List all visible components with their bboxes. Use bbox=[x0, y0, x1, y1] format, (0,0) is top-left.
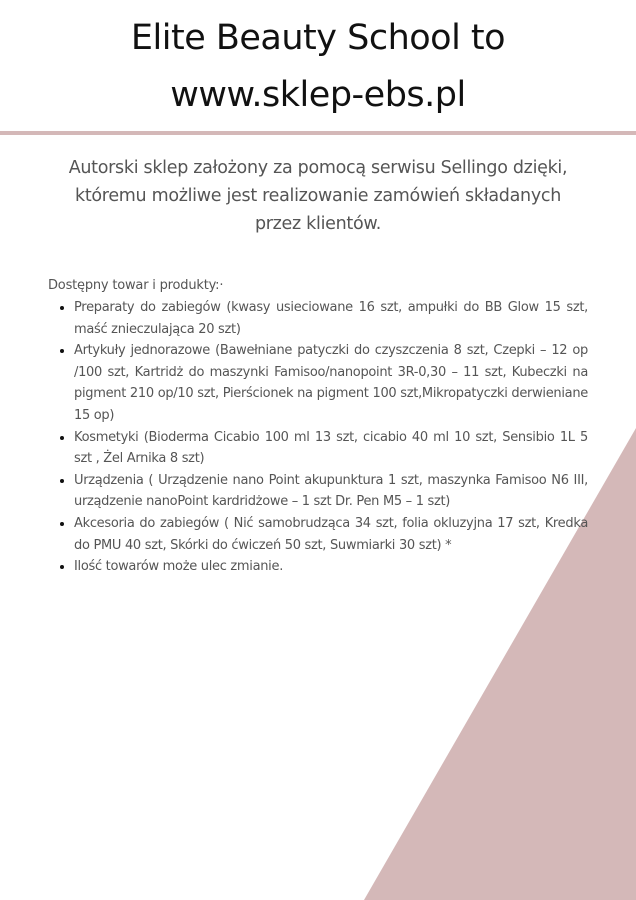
list-item: • Urządzenia ( Urządzenie nano Point akupunktura 1 szt, maszynka Famisoo N6 III, urządzenie nanoPoint kardridżowe – 1 szt Dr. Pen M5 – 1 szt) bbox=[74, 470, 588, 513]
list-item: • Ilość towarów może ulec zmianie. bbox=[74, 556, 588, 578]
title-line-1: Elite Beauty School to bbox=[130, 18, 506, 58]
products-list-heading: Dostępny towar i produkty:· bbox=[48, 278, 224, 293]
intro-paragraph: Autorski sklep założony za pomocą serwisu Sellingo dzięki, któremu możliwe jest realizowanie zamówień składanych przez klientów. bbox=[68, 158, 568, 234]
list-item: • Artykuły jednorazowe (Bawełniane patyczki do czyszczenia 8 szt, Czepki – 12 op /100 szt, Kartridż do maszynki Famisoo/nanopoint 3R-0,30 – 11 szt, Kubeczki na pigment 210 op/10 szt, Pierścionek na pigment 100 szt,Mikropatyczki derwieniane 15 op) bbox=[74, 340, 588, 426]
list-item: • Preparaty do zabiegów (kwasy usieciowane 16 szt, ampułki do BB Glow 15 szt, maść znieczulająca 20 szt) bbox=[74, 297, 588, 340]
list-item: • Kosmetyki (Bioderma Cicabio 100 ml 13 szt, cicabio 40 ml 10 szt, Sensibio 1L 5 szt , Żel Arnika 8 szt) bbox=[74, 427, 588, 470]
title-divider bbox=[0, 131, 636, 135]
page-title bbox=[0, 0, 636, 124]
list-item: • Akcesoria do zabiegów ( Nić samobrudząca 34 szt, folia okluzyjna 17 szt, Kredka do PMU 40 szt, Skórki do ćwiczeń 50 szt, Suwmiarki 30 szt) * bbox=[74, 513, 588, 556]
title-line-2: www.sklep-ebs.pl bbox=[170, 75, 466, 115]
products-list bbox=[48, 297, 588, 578]
